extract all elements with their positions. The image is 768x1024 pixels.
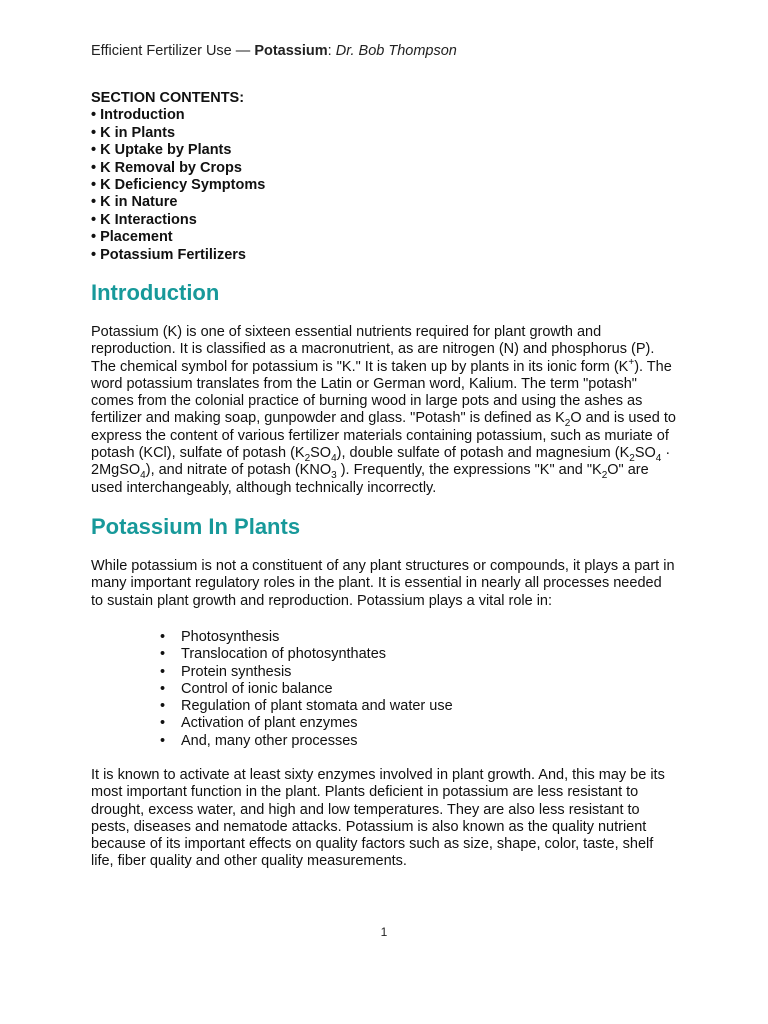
toc-item-placement: • Placement bbox=[91, 229, 173, 246]
toc-item-k-deficiency: • K Deficiency Symptoms bbox=[91, 177, 266, 194]
list-item: • And, many other processes bbox=[160, 732, 358, 749]
toc-list bbox=[91, 107, 265, 264]
page-number: 1 bbox=[380, 925, 388, 939]
toc-heading: SECTION CONTENTS: bbox=[91, 90, 245, 106]
potassium-in-plants-heading: Potassium In Plants bbox=[91, 514, 301, 539]
running-header bbox=[91, 42, 457, 60]
list-item: • Control of ionic balance bbox=[160, 680, 333, 697]
list-item: • Translocation of photosynthates bbox=[160, 646, 387, 663]
toc-item-k-in-nature: • K in Nature bbox=[91, 194, 178, 211]
toc-item-k-removal: • K Removal by Crops bbox=[91, 159, 242, 176]
list-item: • Regulation of plant stomata and water use bbox=[160, 698, 453, 715]
toc-item-k-uptake: • K Uptake by Plants bbox=[91, 142, 232, 159]
enzymes-paragraph: It is known to activate at least sixty enzymes involved in plant growth. And, this may be its most important function in the plant. Plants deficient in potassium are less resistant to drought, excess water, and high and low temperatures. They are also less resistant to pests, diseases and nematode attacks. Potassium is also known as the quality nutrient because of its important effects on quality factors such as size, shape, color, taste, shelf life, fiber quality and other quality measurements. bbox=[91, 767, 665, 870]
plant-roles-list bbox=[160, 629, 453, 750]
list-item: • Protein synthesis bbox=[160, 663, 292, 680]
header-author: Dr. Bob Thompson bbox=[335, 43, 457, 59]
introduction-heading: Introduction bbox=[91, 280, 220, 305]
toc-item-potassium-fertilizers: • Potassium Fertilizers bbox=[91, 246, 246, 263]
toc-item-k-interactions: • K Interactions bbox=[91, 211, 197, 228]
plants-intro-paragraph: While potassium is not a constituent of any plant structures or compounds, it plays a part in many important regulatory roles in the plant. It is essential in nearly all processes needed to sustain plant growth and reproduction. Potassium plays a vital role in: bbox=[91, 558, 675, 609]
header-topic: Potassium bbox=[254, 43, 328, 59]
list-item: • Photosynthesis bbox=[160, 629, 280, 645]
header-colon: : bbox=[327, 43, 336, 59]
introduction-paragraph: Potassium (K) is one of sixteen essential nutrients required for plant growth and reproduction. It is classified as a macronutrient, as are nitrogen (N) and phosphorus (P). The chemical symbol for potassium is "K." It is taken up by plants in its ionic form (K+). The word potassium translates from the Latin or German word, Kalium. The term "potash" comes from the colonial practice of burning wood in large pots and using the ashes as fertilizer and making soap, gunpowder and glass. "Potash" is defined as $K_2O$ and is used to express the content of various fertilizer materials containing potassium, such as muriate of potash (KCl), sulfate of potash $(K_2SO_4)$, double sulfate of potash and magnesium ($K_2SO_4$ · 2MgSO$_4$), and nitrate of potash ($KNO_3$ ). Frequently, the expressions "K" and "$K_2O$" are used interchangeably, although technically incorrectly. bbox=[91, 324, 676, 496]
toc-item-k-in-plants: • K in Plants bbox=[91, 124, 176, 141]
toc-item-introduction: • Introduction bbox=[91, 107, 185, 124]
header-prefix: Efficient Fertilizer Use — bbox=[91, 43, 255, 59]
section-contents bbox=[91, 90, 265, 264]
list-item: • Activation of plant enzymes bbox=[160, 715, 358, 732]
